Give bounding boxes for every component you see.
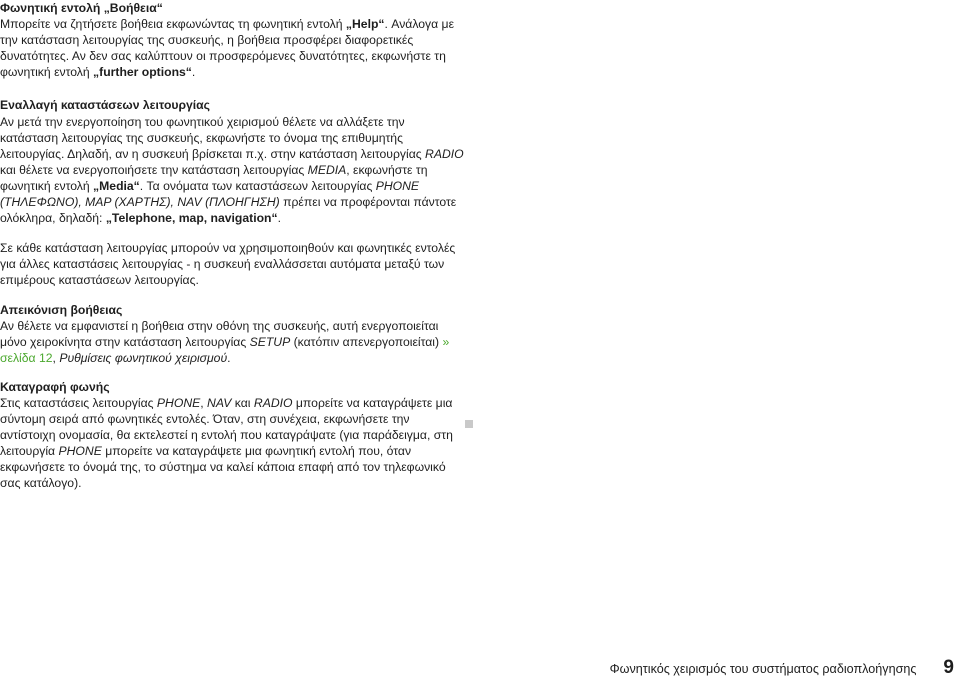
text-run: , — [200, 395, 208, 410]
page-reference-link[interactable]: » σελίδα 12 — [0, 334, 450, 365]
footer-chapter-title: Φωνητικός χειρισμός του συστήματος ραδιοπλοήγησης — [609, 662, 917, 676]
text-run: πρέπει να προφέρονται πάντοτε ολόκληρα, δηλαδή: — [0, 195, 457, 226]
mode-radio: RADIO — [253, 395, 293, 410]
text-run: . Τα ονόματα των καταστάσεων λειτουργίας — [139, 178, 376, 193]
text-run: Μπορείτε να ζητήσετε βοήθεια εκφωνώντας τη φωνητική εντολή — [0, 17, 346, 32]
paragraph-help — [0, 16, 464, 80]
mode-radio: RADIO — [425, 146, 464, 161]
paragraph-help-display — [0, 318, 464, 366]
text-run: μπορείτε να καταγράψετε μια σύντομη σειρά από φωνητικές εντολές. Όταν, στη συνέχεια, εκφωνήσετε την αντίστοιχη ονομασία, θα εκτελεστεί η εντολή που καταγράψατε (για παράδειγμα, στη λειτουργία — [0, 395, 453, 459]
text-run: . Ανάλογα με την κατάσταση λειτουργίας της συσκευής, η βοήθεια προσφέρει διαφορετικές δυνατότητες. Αν δεν σας καλύπτουν οι προσφερόμενες δυνατότητες, εκφωνήστε τη φωνητική εντολή — [0, 17, 455, 80]
page-number: 9 — [943, 657, 954, 678]
command-telephone-map-navigation: „Telephone, map, navigation“ — [105, 211, 278, 226]
text-run: . — [191, 65, 196, 80]
section-title-mode-switch: Εναλλαγή καταστάσεων λειτουργίας — [0, 98, 211, 113]
paragraph-mode-switch — [0, 114, 464, 227]
command-media: „Media“ — [93, 178, 140, 193]
section-title-help-display: Απεικόνιση βοήθειας — [0, 302, 123, 317]
page-footer — [610, 657, 954, 679]
mode-media: MEDIA — [307, 162, 347, 177]
mode-setup: SETUP — [249, 334, 291, 349]
mode-phone: PHONE — [58, 444, 102, 459]
text-run: . — [277, 211, 281, 226]
text-run: , εκφωνήστε τη φωνητική εντολή — [0, 162, 428, 193]
mode-phone: PHONE — [156, 395, 201, 410]
mode-nav: NAV — [207, 395, 232, 410]
text-column — [0, 0, 464, 492]
command-help: „Help“ — [345, 17, 385, 32]
mode-names: PHONE (ΤΗΛΕΦΩΝΟ), MAP (ΧΑΡΤΗΣ), NAV (ΠΛΟΗΓΗΣΗ) — [0, 178, 420, 210]
text-run: . — [227, 350, 231, 365]
section-title-help: Φωνητική εντολή „Βοήθεια“ — [0, 1, 163, 15]
text-run: και — [231, 395, 254, 410]
text-run: Αν θέλετε να εμφανιστεί η βοήθεια στην οθόνη της συσκευής, αυτή ενεργοποιείται μόνο χειροκίνητα στην κατάσταση λειτουργίας — [0, 318, 439, 349]
paragraph-mode-auto: Σε κάθε κατάσταση λειτουργίας μπορούν να χρησιμοποιηθούν και φωνητικές εντολές για άλλες καταστάσεις λειτουργίας - η συσκευή εναλλάσσεται αυτόματα μεταξύ των επιμέρους καταστάσεων λειτουργίας. — [0, 241, 456, 288]
text-run: μπορείτε να καταγράψετε μια φωνητική εντολή που, όταν εκφωνήσετε το όνομά της, το σύστημα να καλεί κάποια επαφή από τον τηλεφωνικό σας κατάλογο). — [0, 444, 446, 491]
text-run: , — [52, 350, 60, 365]
text-run: (κατόπιν απενεργοποιείται) — [290, 334, 443, 349]
text-run: Στις καταστάσεις λειτουργίας — [0, 395, 157, 410]
text-run: και θέλετε να ενεργοποιήσετε την κατάσταση λειτουργίας — [0, 162, 308, 177]
paragraph-voice-recording — [0, 395, 464, 492]
section-title-voice-recording: Καταγραφή φωνής — [0, 379, 110, 394]
command-further-options: „further options“ — [93, 65, 192, 80]
reference-title: Ρυθμίσεις φωνητικού χειρισμού — [59, 350, 228, 365]
text-run: Αν μετά την ενεργοποίηση του φωνητικού χειρισμού θέλετε να αλλάξετε την κατάσταση λειτουργίας της συσκευής, εκφωνήστε το όνομα της επιθυμητής λειτουργίας. Δηλαδή, αν η συσκευή βρίσκεται π.χ. στην κατάσταση λειτουργίας — [0, 114, 426, 161]
section-end-marker — [465, 420, 473, 428]
